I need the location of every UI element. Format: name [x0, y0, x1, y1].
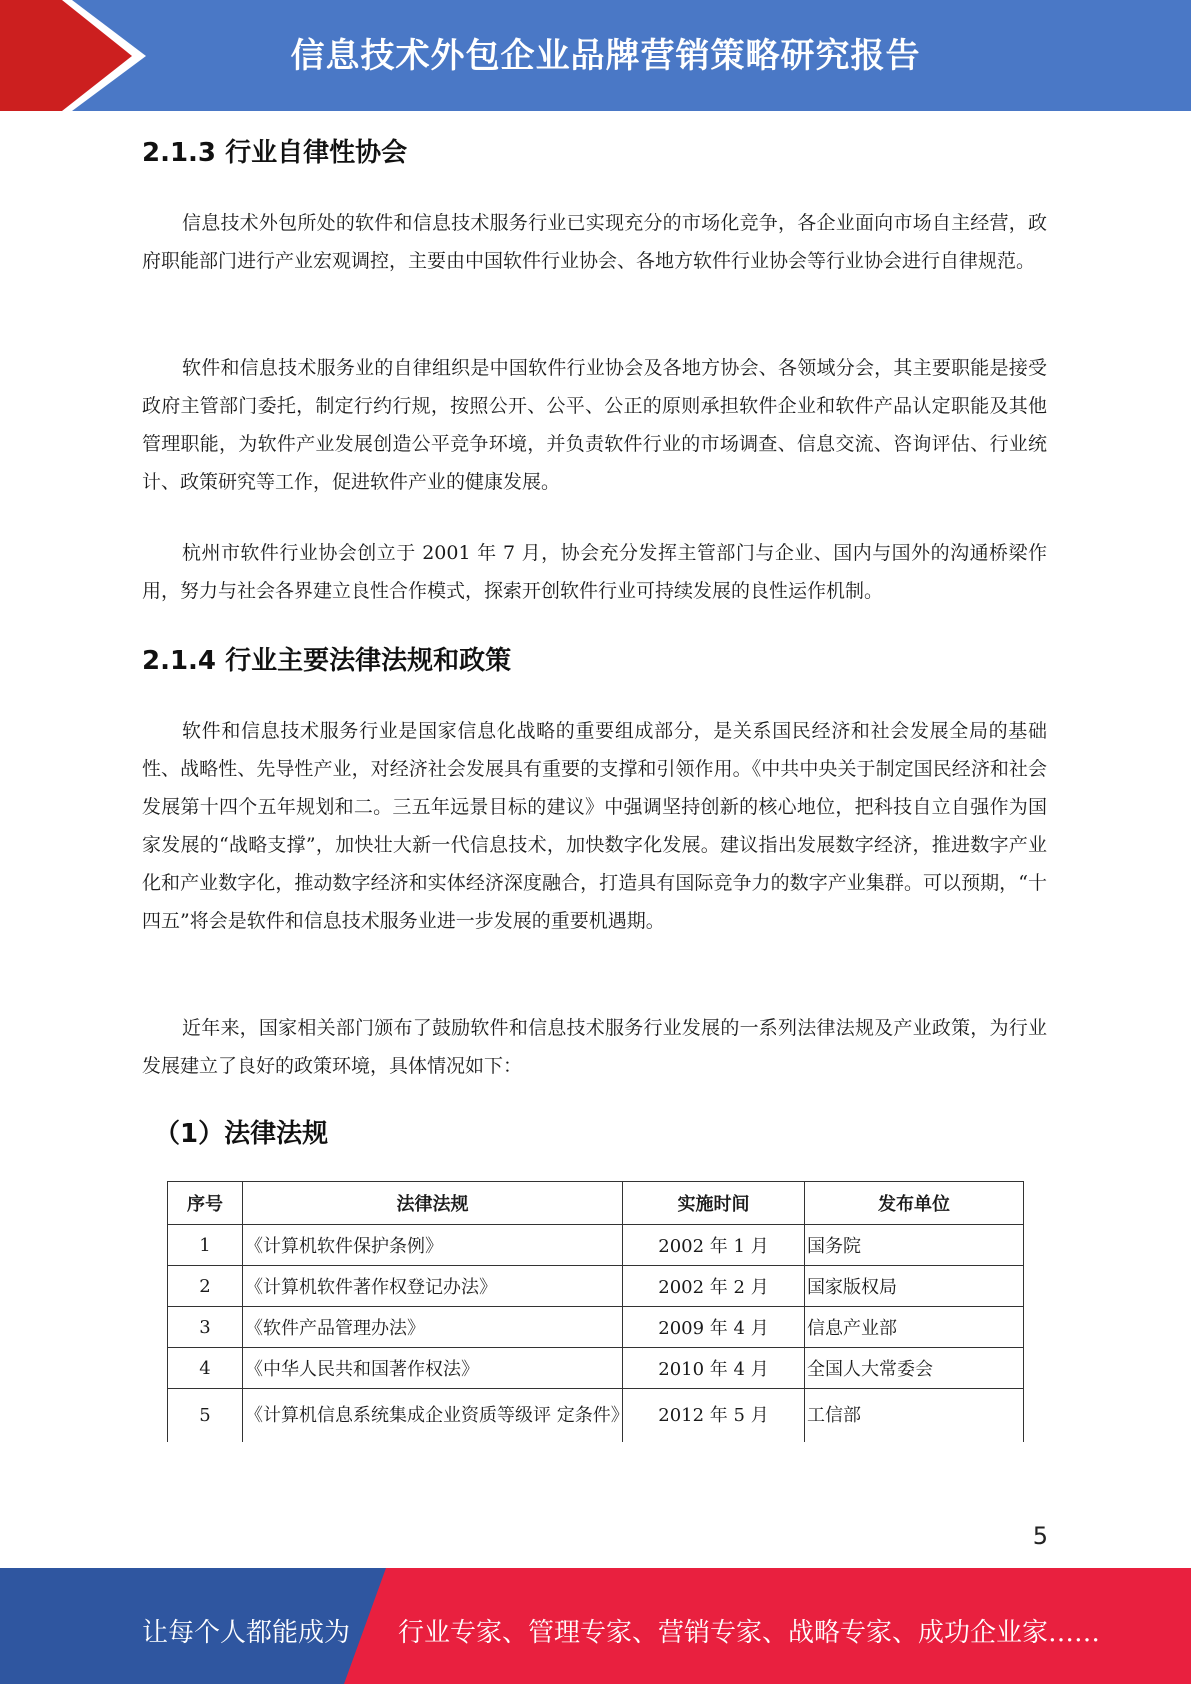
table-row [168, 1389, 1024, 1443]
cell-date: 2002 年 2 月 [623, 1266, 805, 1307]
report-title: 信息技术外包企业品牌营销策略研究报告 [290, 36, 921, 76]
footer-slogan-left: 让每个人都能成为 [142, 1618, 351, 1648]
paragraph: 近年来，国家相关部门颁布了鼓励软件和信息技术服务行业发展的一系列法律法规及产业政策，为行业发展建立了良好的政策环境，具体情况如下： [142, 1017, 1047, 1077]
column-header-index: 序号 [168, 1182, 243, 1225]
cell-law: 《计算机软件著作权登记办法》 [243, 1266, 623, 1307]
page-footer [0, 1568, 1191, 1684]
footer-slogan-right: 行业专家、管理专家、营销专家、战略专家、成功企业家…… [398, 1618, 1101, 1648]
section-heading-2-1-3: 2.1.3 行业自律性协会 [142, 138, 408, 168]
section-heading-2-1-4: 2.1.4 行业主要法律法规和政策 [142, 646, 512, 676]
cell-date: 2010 年 4 月 [623, 1348, 805, 1389]
cell-index: 1 [168, 1225, 243, 1266]
subheading-laws: （1）法律法规 [154, 1119, 329, 1149]
table-row [168, 1266, 1024, 1307]
cell-law: 《计算机信息系统集成企业资质等级评 定条件》 [243, 1389, 623, 1443]
column-header-law: 法律法规 [243, 1182, 623, 1225]
cell-index: 5 [168, 1389, 243, 1443]
table-row [168, 1348, 1024, 1389]
cell-issuer: 国家版权局 [805, 1266, 1024, 1307]
laws-table-container [160, 1176, 1040, 1442]
cell-law: 《计算机软件保护条例》 [243, 1225, 623, 1266]
cell-law: 《中华人民共和国著作权法》 [243, 1348, 623, 1389]
paragraph: 软件和信息技术服务业的自律组织是中国软件行业协会及各地方协会、各领域分会，其主要职能是接受政府主管部门委托，制定行约行规，按照公开、公平、公正的原则承担软件企业和软件产品认定职能及其他管理职能，为软件产业发展创造公平竞争环境，并负责软件行业的市场调查、信息交流、咨询评估、行业统计、政策研究等工作，促进软件产业的健康发展。 [142, 357, 1047, 493]
cell-law: 《软件产品管理办法》 [243, 1307, 623, 1348]
column-header-issuer: 发布单位 [805, 1182, 1024, 1225]
laws-table [167, 1181, 1024, 1442]
column-header-date: 实施时间 [623, 1182, 805, 1225]
paragraph: 软件和信息技术服务行业是国家信息化战略的重要组成部分，是关系国民经济和社会发展全局的基础性、战略性、先导性产业，对经济社会发展具有重要的支撑和引领作用。《中共中央关于制定国民经济和社会发展第十四个五年规划和二。三五年远景目标的建议》中强调坚持创新的核心地位，把科技自立自强作为国家发展的“战略支撑”，加快壮大新一代信息技术，加快数字化发展。建议指出发展数字经济，推进数字产业化和产业数字化，推动数字经济和实体经济深度融合，打造具有国际竞争力的数字产业集群。可以预期，“十四五”将会是软件和信息技术服务业进一步发展的重要机遇期。 [142, 720, 1047, 932]
cell-index: 4 [168, 1348, 243, 1389]
table-row [168, 1307, 1024, 1348]
cell-date: 2002 年 1 月 [623, 1225, 805, 1266]
page-number: 5 [1032, 1522, 1048, 1550]
cell-date: 2012 年 5 月 [623, 1389, 805, 1443]
table-row [168, 1225, 1024, 1266]
page-header [0, 0, 1191, 111]
table-header-row [168, 1182, 1024, 1225]
cell-issuer: 工信部 [805, 1389, 1024, 1443]
cell-date: 2009 年 4 月 [623, 1307, 805, 1348]
cell-index: 3 [168, 1307, 243, 1348]
cell-issuer: 全国人大常委会 [805, 1348, 1024, 1389]
paragraph: 杭州市软件行业协会创立于 2001 年 7 月，协会充分发挥主管部门与企业、国内与国外的沟通桥梁作用，努力与社会各界建立良性合作模式，探索开创软件行业可持续发展的良性运作机制。 [142, 542, 1047, 602]
paragraph: 信息技术外包所处的软件和信息技术服务行业已实现充分的市场化竞争，各企业面向市场自主经营，政府职能部门进行产业宏观调控，主要由中国软件行业协会、各地方软件行业协会等行业协会进行自律规范。 [142, 212, 1047, 272]
cell-index: 2 [168, 1266, 243, 1307]
cell-issuer: 信息产业部 [805, 1307, 1024, 1348]
cell-issuer: 国务院 [805, 1225, 1024, 1266]
